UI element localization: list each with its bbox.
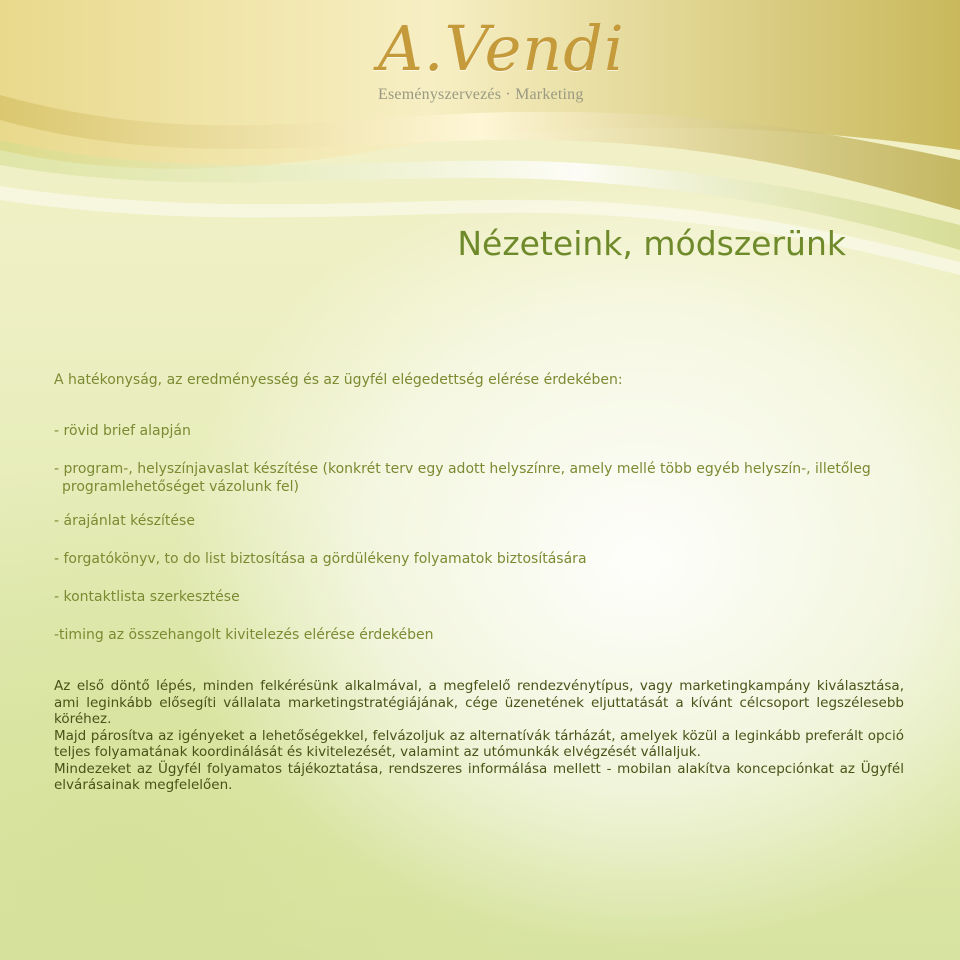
page-title: Nézeteink, módszerünk [457, 224, 846, 263]
list-item: -timing az összehangolt kivitelezés elérése érdekében [54, 627, 434, 643]
logo-name: A.Vendi [378, 12, 625, 85]
list-item: - program-, helyszínjavaslat készítése (konkrét terv egy adott helyszínre, amely mellé több egyéb helyszín-, illetőleg programlehetőséget vázolunk fel) [54, 461, 871, 495]
method-list [54, 422, 904, 644]
paragraph: Majd párosítva az igényeket a lehetőségekkel, felvázoljuk az alternatívák tárházát, amelyek közül a leginkább preferált opció teljes folyamatának koordinálását és kivitelezését, valamint az utómunkák elvégzését vállaljuk. [54, 727, 904, 760]
paragraph: Az első döntő lépés, minden felkérésünk alkalmával, a megfelelő rendezvénytípus, vagy marketingkampány kiválasztása, ami leginkább elősegíti vállalata marketingstratégiájának, cége üzenetének eljuttatását a kívánt célcsoport legszélesebb köréhez. [54, 678, 904, 727]
list-item: - árajánlat készítése [54, 513, 195, 529]
list-item: - forgatókönyv, to do list biztosítása a gördülékeny folyamatok biztosítására [54, 551, 587, 567]
paragraph: Mindezeket az Ügyfél folyamatos tájékoztatása, rendszeres informálása mellett - mobilan alakítva koncepciónkat az Ügyfél elvárásainak megfelelően. [54, 760, 904, 793]
intro-text: A hatékonyság, az eredményesség és az ügyfél elégedettség elérése érdekében: [54, 372, 623, 388]
list-item: - kontaktlista szerkesztése [54, 589, 240, 605]
logo [378, 12, 625, 104]
logo-tagline: Eseményszervezés · Marketing [378, 86, 584, 103]
list-item: - rövid brief alapján [54, 423, 191, 439]
description-paragraph [54, 678, 904, 794]
content-section [54, 372, 904, 664]
